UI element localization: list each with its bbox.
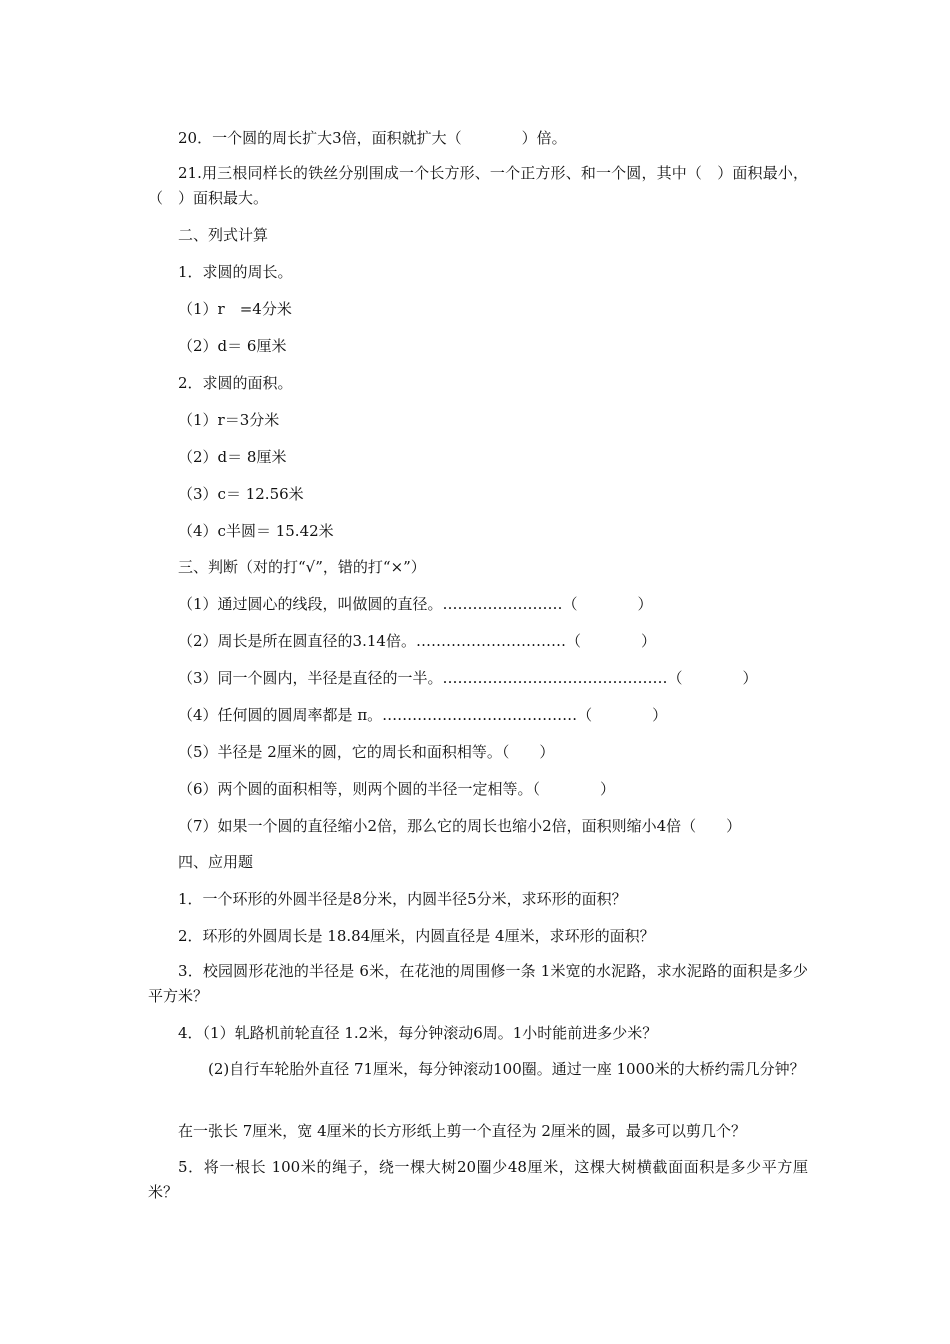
judge-item: （6）两个圆的面积相等，则两个圆的半径一定相等。（ ） (178, 780, 616, 798)
judge-item: （1）通过圆心的线段，叫做圆的直径。……………………（ ） (178, 595, 653, 613)
calc-q2-item: （4）c半圆＝ 15.42米 (178, 522, 334, 540)
apply-q2: 2．环形的外圆周长是 18.84厘米，内圆直径是 4厘米，求环形的面积？ (178, 927, 655, 945)
calc-q2-item: （3）c＝ 12.56米 (178, 485, 304, 503)
apply-q4-part3: 在一张长 7厘米，宽 4厘米的长方形纸上剪一个直径为 2厘米的圆，最多可以剪几个？ (178, 1122, 746, 1140)
apply-q1: 1．一个环形的外圆半径是8分米，内圆半径5分米，求环形的面积？ (178, 890, 627, 908)
calc-q1-item: （2）d＝ 6厘米 (178, 337, 287, 355)
calc-q2-title: 2．求圆的面积。 (178, 374, 293, 392)
apply-q4-part2: (2)自行车轮胎外直径 71厘米，每分钟滚动100圈。通过一座 1000米的大桥约需几分钟？ (208, 1060, 805, 1078)
calc-q1-item: （1）r =4分米 (178, 300, 292, 318)
section-heading-calc: 二、列式计算 (178, 226, 269, 244)
calc-q2-item: （2）d＝ 8厘米 (178, 448, 287, 466)
apply-q4-part1: 4．（1）轧路机前轮直径 1.2米，每分钟滚动6周。1小时能前进多少米？ (178, 1024, 658, 1042)
section-heading-apply: 四、应用题 (178, 853, 254, 871)
calc-q1-title: 1．求圆的周长。 (178, 263, 293, 281)
question-21: 21.用三根同样长的铁丝分别围成一个长方形、一个正方形、和一个圆，其中（ ）面积最小，（ ）面积最大。 (148, 164, 808, 207)
judge-item: （4）任何圆的圆周率都是 π。…………………………………（ ） (178, 706, 668, 724)
section-heading-judge: 三、判断（对的打“√”，错的打“×”） (178, 558, 426, 576)
judge-item: （5）半径是 2厘米的圆，它的周长和面积相等。（ ） (178, 743, 555, 761)
judge-item: （7）如果一个圆的直径缩小2倍，那么它的周长也缩小2倍，面积则缩小4倍（ ） (178, 817, 742, 835)
judge-item: （3）同一个圆内，半径是直径的一半。………………………………………（ ） (178, 669, 758, 687)
judge-item: （2）周长是所在圆直径的3.14倍。…………………………（ ） (178, 632, 656, 650)
apply-q5: 5．将一根长 100米的绳子，绕一棵大树20圈少48厘米，这棵大树横截面面积是多少平方厘米？ (148, 1158, 808, 1201)
apply-q3: 3．校园圆形花池的半径是 6米，在花池的周围修一条 1米宽的水泥路，求水泥路的面积是多少平方米？ (148, 962, 808, 1005)
question-20: 20．一个圆的周长扩大3倍，面积就扩大（ ）倍。 (178, 129, 567, 147)
calc-q2-item: （1）r＝3分米 (178, 411, 280, 429)
